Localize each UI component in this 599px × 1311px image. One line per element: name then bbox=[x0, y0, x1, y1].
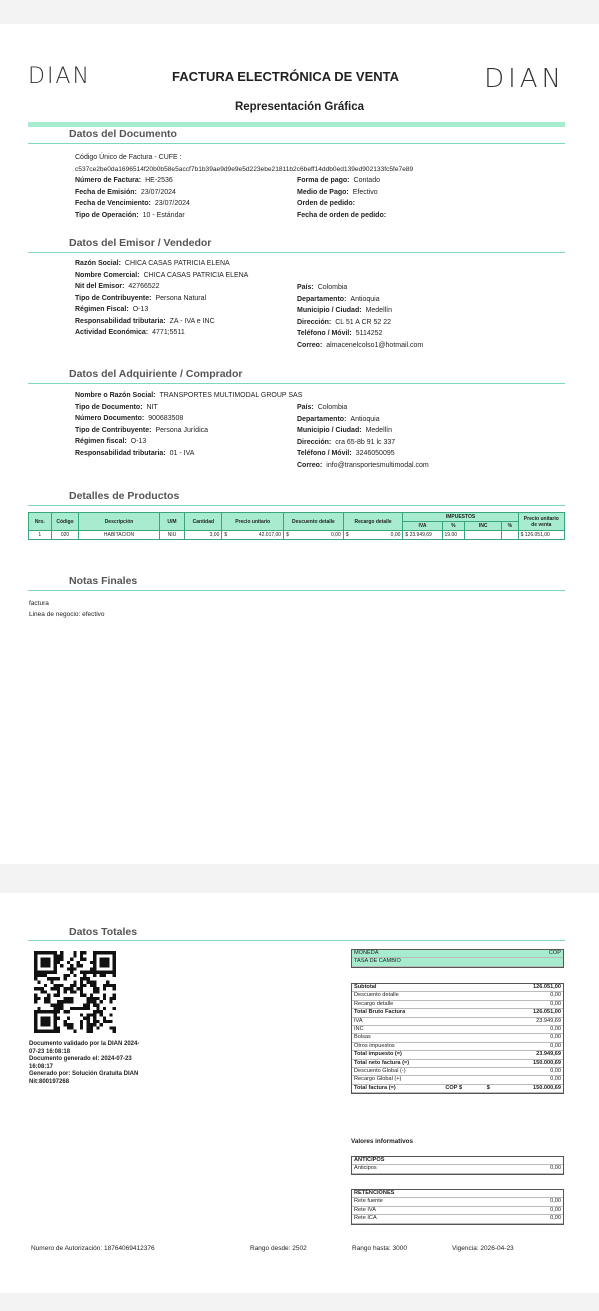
field-value: info@transportesmultimodal.com bbox=[326, 461, 429, 469]
section-divider bbox=[28, 940, 565, 941]
field-value: HE-2536 bbox=[145, 177, 173, 184]
cell-nro: 1 bbox=[29, 531, 52, 540]
invoice-page-1 bbox=[0, 24, 599, 864]
field-value: 42766522 bbox=[128, 283, 160, 290]
field-value: 01 - IVA bbox=[169, 449, 195, 457]
nota-line: Linea de negocio: efectivo bbox=[29, 611, 105, 618]
cell-value: 0,00 bbox=[331, 532, 341, 538]
cell-iva bbox=[403, 531, 442, 540]
field-label: Tipo de Documento: bbox=[75, 403, 143, 411]
col-precio-unitario: Precio unitario bbox=[222, 513, 284, 531]
moneda-value: COP bbox=[512, 950, 563, 958]
anticipos-box bbox=[351, 1156, 564, 1175]
totals-row bbox=[352, 992, 563, 1000]
totals-row bbox=[352, 1068, 563, 1076]
totals-value: 0,00 bbox=[499, 1068, 563, 1076]
section-title-documento: Datos del Documento bbox=[69, 128, 177, 140]
field-value: Antioquia bbox=[350, 415, 380, 423]
field-value: Antioquia bbox=[350, 295, 380, 303]
field bbox=[75, 316, 215, 328]
tasa-label: TASA DE CAMBIO bbox=[352, 958, 512, 966]
field-label: Número Documento: bbox=[75, 415, 145, 422]
field-label: Nombre Comercial: bbox=[75, 271, 140, 279]
field-value: Colombia bbox=[317, 404, 348, 411]
rango-desde: Rango desde: 2502 bbox=[250, 1245, 307, 1252]
cell-inc bbox=[465, 531, 502, 540]
field bbox=[297, 198, 359, 210]
field bbox=[297, 402, 347, 414]
field-label: Departamento: bbox=[297, 415, 347, 423]
field-label: Nit del Emisor: bbox=[75, 283, 125, 290]
tasa-value bbox=[512, 958, 563, 966]
col-inc: INC bbox=[465, 522, 502, 531]
document-subtitle: Representación Gráfica bbox=[234, 101, 365, 113]
validation-line: Nit:800197268 bbox=[29, 1079, 70, 1085]
field-value: Medellín bbox=[365, 307, 393, 314]
col-descripcion: Descripción bbox=[79, 513, 159, 531]
totals-row bbox=[352, 1000, 563, 1008]
invoice-page-2 bbox=[0, 893, 599, 1293]
document-title: FACTURA ELECTRÓNICA DE VENTA bbox=[172, 69, 400, 84]
totals-row bbox=[352, 1059, 563, 1067]
field-value: 10 - Estándar bbox=[142, 211, 185, 219]
totals-label: Descuento Global (-) bbox=[352, 1068, 499, 1076]
field-label: Orden de pedido: bbox=[297, 200, 355, 207]
cell-codigo: 020 bbox=[51, 531, 79, 540]
moneda-label: MONEDA bbox=[352, 950, 512, 958]
field-label: País: bbox=[297, 284, 314, 291]
field-value: Contado bbox=[353, 177, 380, 184]
field bbox=[297, 437, 395, 449]
totals-label: INC bbox=[352, 1026, 499, 1034]
field-label: Responsabilidad tributaria: bbox=[75, 317, 166, 325]
field-label: Forma de pago: bbox=[297, 177, 350, 184]
field-value: ZA - IVA e INC bbox=[169, 317, 215, 325]
field bbox=[75, 436, 146, 448]
field-value: 23/07/2024 bbox=[154, 200, 190, 207]
cell-cantidad: 3,00 bbox=[185, 531, 222, 540]
col-codigo: Código bbox=[51, 513, 79, 531]
field-label: Nombre o Razón Social: bbox=[75, 392, 156, 399]
totals-value: 126.051,00 bbox=[499, 984, 563, 992]
col-precio-venta: Precio unitario de venta bbox=[518, 513, 564, 531]
section-divider bbox=[28, 383, 565, 384]
col-nro: Nro. bbox=[29, 513, 52, 531]
field-value: CHICA CASAS PATRICIA ELENA bbox=[143, 271, 249, 279]
totals-box bbox=[351, 983, 564, 1094]
field-value: O-13 bbox=[130, 438, 147, 445]
totals-label: Total Bruto Factura bbox=[352, 1009, 499, 1017]
rete-value: 0,00 bbox=[510, 1198, 563, 1206]
field bbox=[297, 317, 391, 329]
field bbox=[75, 402, 158, 414]
cell-inc-pct bbox=[502, 531, 518, 540]
totals-label: Subtotal bbox=[352, 984, 499, 992]
field-label: País: bbox=[297, 404, 314, 411]
field bbox=[75, 270, 248, 282]
totals-row bbox=[352, 1042, 563, 1050]
field-label: Dirección: bbox=[297, 438, 332, 446]
totals-value: 23.949,69 bbox=[499, 1017, 563, 1025]
field-value: Persona Natural bbox=[155, 294, 207, 302]
field bbox=[75, 304, 148, 316]
field bbox=[297, 210, 390, 222]
field bbox=[297, 305, 392, 317]
totals-value: 0,00 bbox=[499, 992, 563, 1000]
col-iva-pct: % bbox=[442, 522, 465, 531]
section-title-productos: Detalles de Productos bbox=[69, 490, 180, 502]
total-factura-label: Total factura (=) bbox=[352, 1084, 443, 1092]
rete-label: Rete IVA bbox=[352, 1206, 510, 1214]
field-label: Razón Social: bbox=[75, 260, 121, 267]
field-value: Colombia bbox=[317, 284, 348, 291]
validation-line: Documento validado por la DIAN 2024- bbox=[29, 1041, 140, 1047]
field bbox=[75, 293, 206, 305]
field bbox=[297, 328, 382, 340]
field-label: Fecha de orden de pedido: bbox=[297, 211, 387, 219]
validation-line: Documento generado el: 2024-07-23 bbox=[29, 1056, 132, 1063]
field-value: cra 65-8b 91 lc 337 bbox=[335, 438, 396, 446]
field-label: Tipo de Operación: bbox=[75, 211, 139, 219]
cell-iva-pct: 19.00 bbox=[442, 531, 465, 540]
field bbox=[297, 282, 347, 294]
field bbox=[297, 414, 380, 426]
cell-precio-venta: $ 126.051,00 bbox=[518, 531, 564, 540]
field bbox=[75, 448, 194, 460]
totals-value: 126.051,00 bbox=[499, 1009, 563, 1017]
field-label: Régimen fiscal: bbox=[75, 438, 127, 445]
field-value: 23/07/2024 bbox=[140, 188, 176, 196]
field-value: O-13 bbox=[132, 306, 149, 313]
field-label: Régimen Fiscal: bbox=[75, 306, 129, 313]
field-value: 5114252 bbox=[355, 330, 383, 337]
total-factura-currency: COP $ bbox=[443, 1084, 484, 1092]
valores-informativos: Valores informativos bbox=[351, 1138, 413, 1145]
qr-code-icon bbox=[34, 951, 116, 1033]
section-divider bbox=[28, 590, 565, 591]
cufe-value: c537ce2be0da1696514f20b0b58e5accf7b1b39ae9d9e9e5d223ebe21811b2c6beff14ddb0ed139ed902133fc5fe7e89 bbox=[75, 165, 414, 173]
field-label: Responsabilidad tributaria: bbox=[75, 449, 166, 457]
field bbox=[75, 327, 185, 339]
rete-label: Rete ICA bbox=[352, 1215, 510, 1223]
dian-logo-left: DIAN bbox=[28, 64, 91, 89]
field-value: TRANSPORTES MULTIMODAL GROUP SAS bbox=[159, 392, 303, 399]
field-label: Correo: bbox=[297, 341, 323, 349]
totals-row bbox=[352, 1034, 563, 1042]
field-label: Correo: bbox=[297, 461, 323, 469]
section-title-adquiriente: Datos del Adquiriente / Comprador bbox=[69, 368, 243, 380]
field-value: Efectivo bbox=[352, 188, 378, 196]
retenciones-box bbox=[351, 1189, 564, 1225]
field bbox=[297, 187, 378, 199]
field-label: Dirección: bbox=[297, 318, 332, 326]
currency-symbol: $ bbox=[286, 532, 289, 538]
cell-value: 0,00 bbox=[390, 532, 401, 538]
table-row bbox=[29, 531, 565, 540]
cell-value: 42.017,00 bbox=[258, 532, 282, 538]
rango-hasta: Rango hasta: 3000 bbox=[352, 1245, 407, 1252]
vigencia: Vigencia: 2026-04-23 bbox=[452, 1245, 514, 1252]
cell-descripcion: HABITACION bbox=[79, 531, 159, 540]
totals-row bbox=[352, 1017, 563, 1025]
totals-value: 0,00 bbox=[499, 1076, 563, 1084]
totals-value: 150.000,69 bbox=[499, 1059, 563, 1067]
field bbox=[297, 425, 392, 437]
field-value: 3246050095 bbox=[355, 450, 395, 457]
dian-logo-right: DIAN bbox=[484, 64, 565, 94]
field bbox=[75, 175, 173, 187]
field bbox=[75, 281, 160, 293]
col-impuestos: IMPUESTOS bbox=[403, 513, 518, 522]
field-value: NIT bbox=[146, 403, 158, 411]
totals-row bbox=[352, 984, 563, 992]
cell-descuento bbox=[284, 531, 344, 540]
field bbox=[75, 198, 190, 210]
totals-row bbox=[352, 1076, 563, 1084]
totals-row bbox=[352, 1051, 563, 1059]
totals-value: 23.949,69 bbox=[499, 1051, 563, 1059]
totals-label: Descuento detalle bbox=[352, 992, 499, 1000]
totals-label: IVA bbox=[352, 1017, 499, 1025]
total-factura-symbol: $ bbox=[485, 1084, 499, 1092]
rete-value: 0,00 bbox=[510, 1206, 563, 1214]
totals-label: Recargo detalle bbox=[352, 1000, 499, 1008]
totals-label: Total neto factura (=) bbox=[352, 1059, 499, 1067]
field-label: Actividad Económica: bbox=[75, 329, 149, 336]
section-divider bbox=[28, 505, 565, 506]
field-label: Teléfono / Móvil: bbox=[297, 450, 352, 457]
field-value: almacenelcolso1@hotmail.com bbox=[326, 341, 424, 349]
field-label: Municipio / Ciudad: bbox=[297, 427, 362, 434]
section-band bbox=[28, 122, 565, 127]
anticipos-value: 0,00 bbox=[499, 1165, 563, 1173]
field-label: Tipo de Contribuyente: bbox=[75, 294, 152, 302]
col-cantidad: Cantidad bbox=[185, 513, 222, 531]
anticipos-title: ANTICIPOS bbox=[352, 1157, 499, 1165]
currency-symbol: $ bbox=[405, 532, 409, 538]
field bbox=[75, 187, 176, 199]
retenciones-title: RETENCIONES bbox=[352, 1190, 510, 1198]
totals-value: 0,00 bbox=[499, 1034, 563, 1042]
anticipos-label: Anticipos bbox=[352, 1165, 499, 1173]
totals-label: Otros impuestos bbox=[352, 1042, 499, 1050]
total-factura-value: 150.000,69 bbox=[499, 1084, 563, 1092]
section-title-notas: Notas Finales bbox=[69, 575, 138, 587]
section-title-emisor: Datos del Emisor / Vendedor bbox=[69, 237, 212, 249]
field-label: Departamento: bbox=[297, 295, 347, 303]
rete-value: 0,00 bbox=[510, 1215, 563, 1223]
products-table bbox=[28, 512, 565, 540]
field-value: Persona Jurídica bbox=[155, 426, 209, 434]
totals-label: Recargo Global (+) bbox=[352, 1076, 499, 1084]
field bbox=[297, 460, 429, 472]
field-value: 900683508 bbox=[148, 415, 184, 422]
cell-um: NIU bbox=[159, 531, 185, 540]
totals-label: Total impuesto (=) bbox=[352, 1051, 499, 1059]
field-value: Medellín bbox=[365, 427, 393, 434]
col-recargo: Recargo detalle bbox=[343, 513, 403, 531]
totals-row bbox=[352, 1009, 563, 1017]
section-divider bbox=[28, 252, 565, 253]
field bbox=[75, 413, 183, 425]
col-um: U/M bbox=[159, 513, 185, 531]
col-iva: IVA bbox=[403, 522, 442, 531]
totals-value: 0,00 bbox=[499, 1026, 563, 1034]
cell-recargo bbox=[343, 531, 403, 540]
field-label: Fecha de Emisión: bbox=[75, 188, 137, 196]
totals-label: Bolsas bbox=[352, 1034, 499, 1042]
validation-line: 16:08:17 bbox=[29, 1063, 54, 1070]
col-inc-pct: % bbox=[502, 522, 518, 531]
field-value: CL 51 A CR 52 22 bbox=[335, 318, 392, 326]
field-label: Teléfono / Móvil: bbox=[297, 330, 352, 337]
validation-line: Generado por: Solución Gratuita DIAN bbox=[29, 1071, 139, 1078]
cell-precio-unitario bbox=[222, 531, 284, 540]
totals-value: 0,00 bbox=[499, 1000, 563, 1008]
field bbox=[75, 390, 302, 402]
field-value: 4771;5511 bbox=[152, 329, 185, 336]
field bbox=[297, 294, 380, 306]
validation-line: 07-23 16:08:18 bbox=[29, 1048, 71, 1055]
cufe-label: Código Único de Factura - CUFE : bbox=[75, 154, 182, 161]
col-descuento: Descuento detalle bbox=[284, 513, 344, 531]
field-value: CHICA CASAS PATRICIA ELENA bbox=[124, 260, 230, 267]
field-label: Municipio / Ciudad: bbox=[297, 307, 362, 314]
field-label: Número de Factura: bbox=[75, 177, 142, 184]
currency-symbol: $ bbox=[224, 532, 228, 538]
section-title-totales: Datos Totales bbox=[69, 926, 138, 938]
field bbox=[297, 175, 380, 187]
field bbox=[75, 425, 208, 437]
nota-line: factura bbox=[29, 600, 49, 607]
cell-value: 23.949,69 bbox=[409, 532, 432, 538]
currency-symbol: $ bbox=[345, 532, 349, 538]
field bbox=[297, 448, 395, 460]
field bbox=[297, 340, 423, 352]
field-label: Medio de Pago: bbox=[297, 188, 349, 196]
field-label: Tipo de Contribuyente: bbox=[75, 426, 152, 434]
field-label: Fecha de Vencimiento: bbox=[75, 200, 151, 207]
totals-row bbox=[352, 1026, 563, 1034]
section-divider bbox=[28, 143, 565, 144]
totals-value: 0,00 bbox=[499, 1042, 563, 1050]
numero-autorizacion: Numero de Autorización: 18764069412376 bbox=[31, 1245, 155, 1252]
moneda-box bbox=[351, 949, 564, 968]
rete-label: Rete fuente bbox=[352, 1198, 510, 1206]
field bbox=[75, 210, 185, 222]
field bbox=[75, 258, 230, 270]
